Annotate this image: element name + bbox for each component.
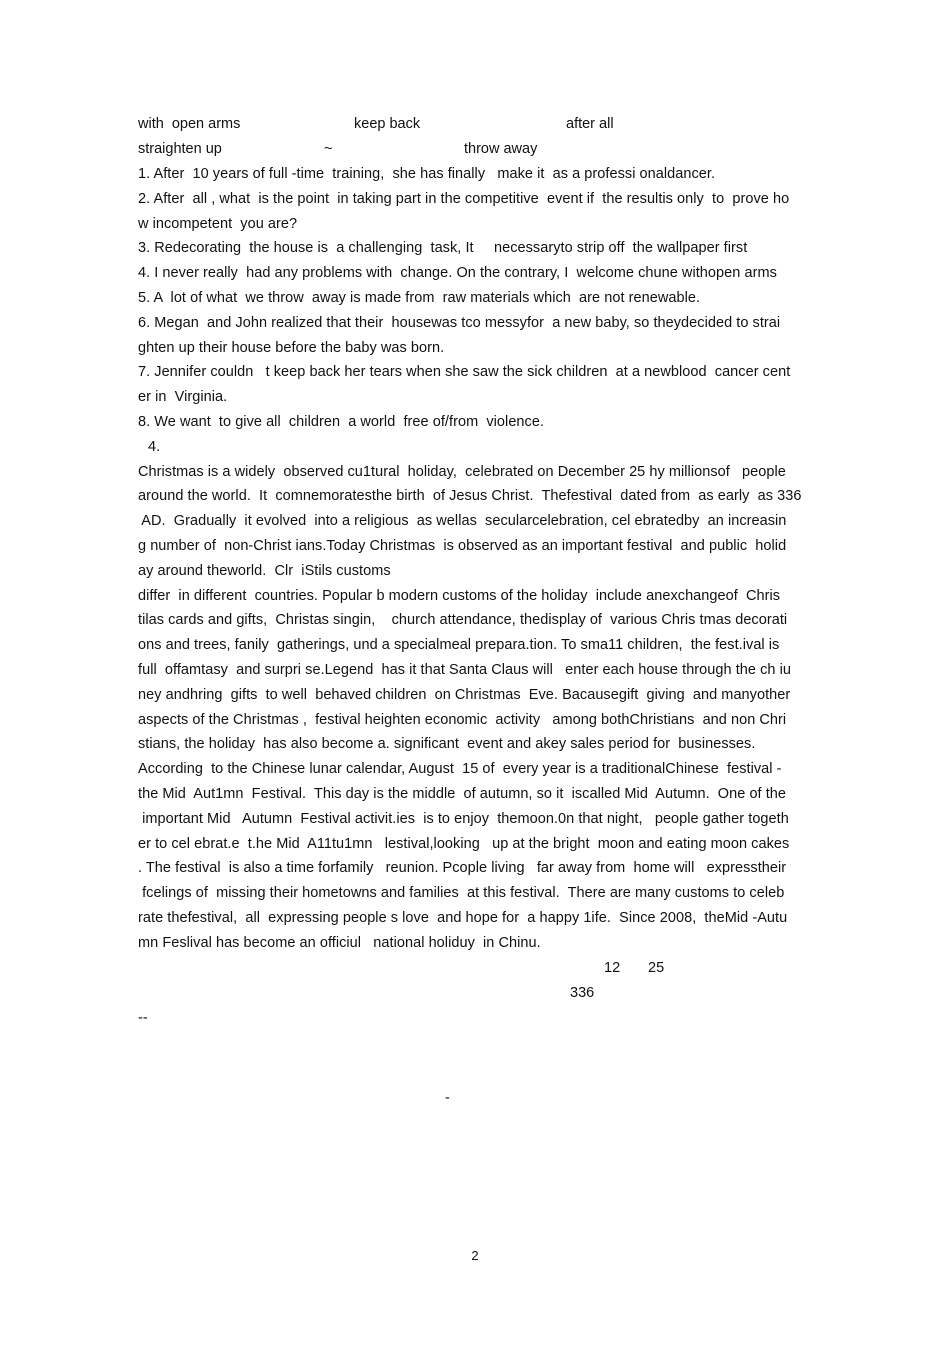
exercise-line: 5. A lot of what we throw away is made from raw materials which are not renewable.	[138, 289, 701, 306]
exercise-line: w incompetent you are?	[138, 215, 298, 232]
paragraph-line: important Mid Autumn Festival activit.ies is to enjoy themoon.0n that night, people gather togeth	[138, 810, 789, 827]
exercise-line: ghten up their house before the baby was born.	[138, 339, 445, 356]
trailing-number-336: 336	[570, 984, 595, 1001]
paragraph-line: . The festival is also a time forfamily reunion. Pcople living far away from home will expresstheir	[138, 860, 787, 877]
paragraph-line: g number of non-Christ ians.Today Christmas is observed as an important festival and public holid	[138, 537, 787, 554]
exercise-line: 6. Megan and John realized that their housewas tco messyfor a new baby, so theydecided to strai	[138, 314, 781, 331]
section-marker: 4.	[148, 438, 161, 455]
paragraph-line: Christmas is a widely observed cu1tural holiday, celebrated on December 25 hy millionsof people	[138, 463, 786, 480]
phrase-after-all: after all	[566, 116, 614, 132]
phrase-tilde: ~	[324, 141, 333, 157]
customs-paragraph	[138, 584, 814, 758]
trailing-number-row	[138, 1006, 814, 1031]
midautumn-paragraph	[138, 757, 814, 955]
paragraph-line: stians, the holiday has also become a. significant event and akey sales period for businesses.	[138, 736, 756, 753]
lone-dash-mark: -	[445, 1090, 450, 1106]
paragraph-line: According to the Chinese lunar calendar, August 15 of every year is a traditionalChinese festival -	[138, 761, 782, 778]
paragraph-line: ay around theworld. Clr iStils customs	[138, 562, 391, 579]
phrase-throw-away: throw away	[464, 141, 538, 157]
exercise-line: 7. Jennifer couldn t keep back her tears when she saw the sick children at a newblood cancer cent	[138, 364, 791, 381]
exercise-line: 2. After all , what is the point in taking part in the competitive event if the resultis only to prove ho	[138, 190, 790, 207]
paragraph-line: aspects of the Christmas , festival heighten economic activity among bothChristians and non Chri	[138, 711, 787, 728]
exercise-line: 8. We want to give all children a world free of/from violence.	[138, 413, 545, 430]
phrase-straighten-up: straighten up	[138, 141, 222, 157]
paragraph-line: mn Feslival has become an officiul national holiduy in Chinu.	[138, 934, 541, 951]
paragraph-line: rate thefestival, all expressing people s love and hope for a happy 1ife. Since 2008, theMid -Autu	[138, 909, 788, 926]
paragraph-line: ons and trees, fanily gatherings, und a specialmeal prepara.tion. To sma11 children, the fest.ival is	[138, 637, 780, 654]
exercise-line: 1. After 10 years of full -time training, she has finally make it as a professi onaldancer.	[138, 166, 716, 182]
paragraph-line: er to cel ebrat.e t.he Mid A11tu1mn lestival,looking up at the bright moon and eating moon cakes	[138, 835, 790, 852]
exercise-list	[138, 162, 814, 435]
exercise-line: 4. I never really had any problems with change. On the contrary, I welcome chune withopen arms	[138, 265, 777, 282]
paragraph-line: ney andhring gifts to well behaved children on Christmas Eve. Bacausegift giving and manyother	[138, 686, 791, 703]
trailing-number-row	[138, 956, 814, 981]
paragraph-line: AD. Gradually it evolved into a religious as wellas secularcelebration, cel ebratedby an increasin	[138, 513, 787, 530]
phrase-keep-back: keep back	[354, 116, 421, 132]
paragraph-line: the Mid Aut1mn Festival. This day is the middle of autumn, so it iscalled Mid Autumn. One of the	[138, 785, 787, 802]
phrase-row	[138, 112, 814, 137]
phrase-with-open-arms: with open arms	[138, 116, 241, 132]
trailing-number-row	[138, 981, 814, 1006]
paragraph-line: differ in different countries. Popular b modern customs of the holiday include anexchangeof Chris	[138, 587, 781, 604]
paragraph-line: fcelings of missing their hometowns and families at this festival. There are many customs to celeb	[138, 885, 785, 902]
paragraph-line: full offamtasy and surpri se.Legend has it that Santa Claus will enter each house through the ch iu	[138, 661, 791, 678]
page-number: 2	[471, 1248, 479, 1263]
exercise-line: 3. Redecorating the house is a challenging task, It necessaryto strip off the wallpaper first	[138, 240, 748, 257]
exercise-line: er in Virginia.	[138, 389, 228, 406]
phrase-row	[138, 137, 814, 162]
trailing-number-25: 25	[648, 959, 665, 976]
paragraph-line: tilas cards and gifts, Christas singin, church attendance, thedisplay of various Chris tmas decorati	[138, 612, 788, 629]
paragraph-line: around the world. It comnemoratesthe birth of Jesus Christ. Thefestival dated from as early as 336	[138, 488, 802, 505]
trailing-number-12: 12	[604, 959, 621, 976]
christmas-paragraph	[138, 460, 814, 584]
trailing-dashes: --	[138, 1009, 148, 1026]
document-body	[138, 112, 814, 1031]
